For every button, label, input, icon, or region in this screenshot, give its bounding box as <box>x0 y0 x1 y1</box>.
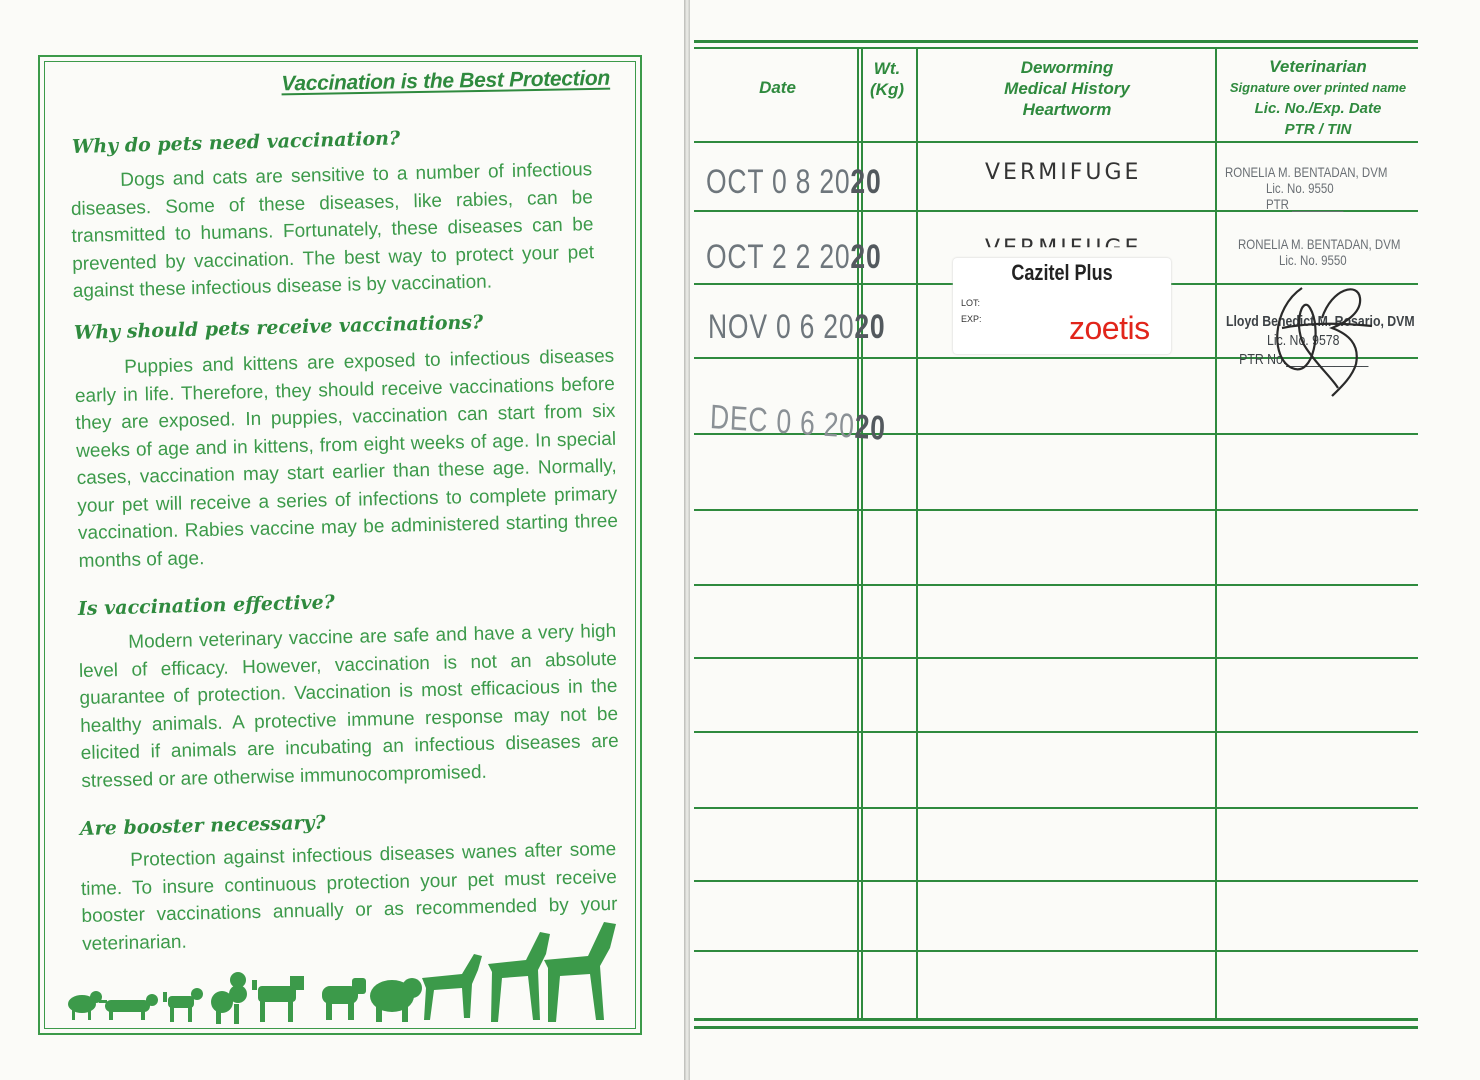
table-top-rule <box>694 47 1418 49</box>
dog-silhouettes-illustration <box>60 920 630 1030</box>
info-title: Vaccination is the Best Protection <box>281 66 611 96</box>
dog-icon <box>99 994 158 1020</box>
dog-icon <box>252 976 304 1022</box>
row-rule <box>694 807 1418 809</box>
question-4: Are booster necessary? <box>79 811 326 840</box>
vaccine-sticker <box>953 258 1171 354</box>
question-3: Is vaccination effective? <box>77 591 336 620</box>
dog-icon <box>322 978 366 1020</box>
dog-icon <box>544 922 616 1022</box>
column-divider <box>916 49 918 1018</box>
date-stamp: DEC 0 6 2020 <box>709 398 887 448</box>
table-bottom-rule <box>694 1026 1418 1029</box>
row-rule <box>694 880 1418 882</box>
header-deworming: Deworming Medical History Heartworm <box>1004 58 1130 119</box>
answer-3: Modern veterinary vaccine are safe and have a very high level of efficacy. However, vaccination is not an absolute guarantee of protection. Vaccination is most efficacious in the healthy animals. A protective immune response may not be elicited if animals are incubating an infectious diseases are stressed or are otherwise immunocompromised. <box>78 620 619 792</box>
vet-stamp: Lloyd Benedict M. Rosario, DVM Lic. No. 9578 PTR No.____________ <box>1226 313 1415 368</box>
answer-4: Protection against infectious diseases wanes after some time. To insure continuous protection your pet must receive booster vaccinations annually or as recommended by your veterinarian. <box>80 838 618 955</box>
header-veterinarian: Veterinarian Signature over printed name Lic. No./Exp. Date PTR / TIN <box>1229 57 1407 138</box>
column-divider <box>1215 49 1217 1018</box>
dog-icon <box>488 932 550 1022</box>
date-stamp: OCT 2 2 2020 <box>706 238 882 276</box>
vet-stamp: RONELIA M. BENTADAN, DVM Lic. No. 9550 <box>1238 236 1401 268</box>
zoetis-logo: zoetis <box>1069 310 1150 346</box>
sticker-exp-label: EXP: <box>961 314 982 324</box>
dog-icon <box>211 972 247 1024</box>
sticker-product-name: Cazitel Plus <box>1011 260 1113 285</box>
table-top-rule <box>694 40 1418 43</box>
question-1: Why do pets need vaccination? <box>71 127 401 158</box>
row-rule <box>694 950 1418 952</box>
question-2: Why should pets receive vaccinations? <box>73 311 484 344</box>
table-bottom-rule <box>694 1018 1418 1021</box>
row-rule <box>694 141 1418 143</box>
date-stamp: OCT 0 8 2020 <box>706 163 882 201</box>
vet-stamp: RONELIA M. BENTADAN, DVM Lic. No. 9550 PTR ________ <box>1225 164 1388 212</box>
row-rule <box>694 657 1418 659</box>
row-rule <box>694 584 1418 586</box>
row-rule <box>694 731 1418 733</box>
header-date: Date <box>759 78 796 97</box>
treatment-entry: VERMIFUGE <box>985 160 1142 185</box>
dog-icon <box>370 978 422 1022</box>
dog-icon <box>68 991 102 1020</box>
date-stamp: NOV 0 6 2020 <box>708 308 886 346</box>
sticker-lot-label: LOT: <box>961 298 981 308</box>
dog-icon <box>422 954 482 1020</box>
row-rule <box>694 509 1418 511</box>
signature-scribble <box>1262 268 1382 398</box>
answer-1: Dogs and cats are sensitive to a number of infectious diseases. Some of these diseases, like rabies, can be transmitted to humans. Fortunately, these diseases can be prevented by vaccination. The best way to protect your pet against these infectious disease is by vaccination. <box>70 159 595 302</box>
answer-2: Puppies and kittens are exposed to infectious diseases early in life. Therefore, they should receive vaccinations before they are exposed. In puppies, vaccination can start from six weeks of age and in kittens, from eight weeks of age. In special cases, vaccination may start earlier than these age. Normally, your pet will receive a series of infections to complete primary vaccination. Rabies vaccine may be administered starting three months of age. <box>74 345 619 572</box>
dog-icon <box>163 988 203 1022</box>
header-weight: Wt. (Kg) <box>870 59 904 99</box>
